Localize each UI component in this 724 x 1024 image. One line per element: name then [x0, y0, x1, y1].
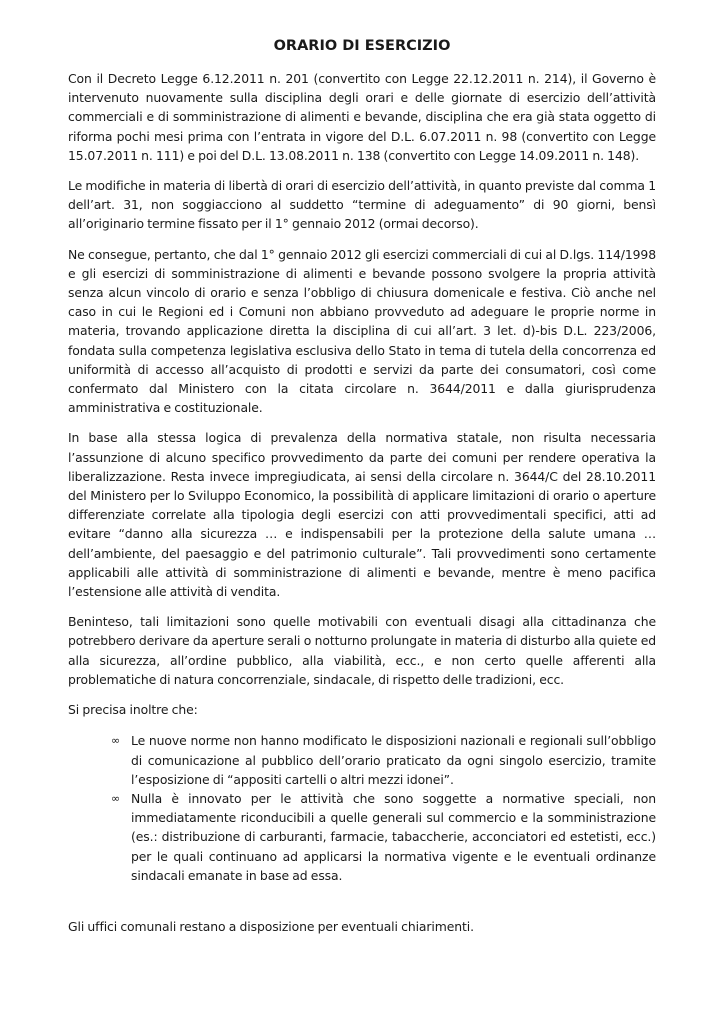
bullet-list	[68, 731, 656, 885]
document-title: ORARIO DI ESERCIZIO	[273, 38, 451, 54]
paragraph-modifiche: Le modifiche in materia di libertà di orari di esercizio dell’attività, in quanto previste dal comma 1 dell’art. 31, non soggiacciono al suddetto “termine di adeguamento” di 90 giorni, bensì all’originario termine fissato per il 1° gennaio 2012 (ormai decorso).	[68, 178, 656, 232]
paragraph-beninteso: Beninteso, tali limitazioni sono quelle motivabili con eventuali disagi alla cittadinanza che potrebbero derivare da aperture serali o notturno prolungate in materia di disturbo alla quiete ed alla sicurezza, all’ordine pubblico, alla viabilità, ecc., e non certo quelle afferenti alla problematiche di natura concorrenziale, sindacale, di rispetto delle tradizioni, ecc.	[68, 614, 656, 687]
list-item	[111, 731, 656, 789]
infinity-bullet-icon: ∞	[111, 734, 121, 748]
paragraph-ne-consegue: Ne consegue, pertanto, che dal 1° gennaio 2012 gli esercizi commerciali di cui al D.lgs. 114/1998 e gli esercizi di somministrazione di alimenti e bevande possono svolgere la propria attività senza alcun vincolo di orario e senza l’obbligo di chiusura domenicale e festiva. Ciò anche nel caso in cui le Regioni ed i Comuni non abbiano provveduto ad adeguare le proprie norme in materia, trovando applicazione diretta la disciplina di cui all’art. 3 let. d)-bis D.L. 223/2006, fondata sulla competenza legislativa esclusiva dello Stato in tema di tutela della concorrenza ed uniformità di accesso all’acquisto di prodotti e servizi da parte dei consumatori, così come confermato dal Ministero con la citata circolare n. 3644/2011 e dalla giurisprudenza amministrativa e costituzionale.	[68, 246, 656, 416]
list-item-text: Le nuove norme non hanno modificato le disposizioni nazionali e regionali sull’obbligo di comunicazione al pubblico dell’orario praticato da ogni singolo esercizio, tramite l’esposizione di “appositi cartelli o altri mezzi idonei”.	[131, 733, 656, 787]
bullet-intro: Si precisa inoltre che:	[68, 702, 198, 718]
paragraph-in-base: In base alla stessa logica di prevalenza della normativa statale, non risulta necessaria l’assunzione di alcuno specifico provvedimento da parte dei comuni per rendere operativa la liberalizzazione. Resta invece impregiudicata, ai sensi della circolare n. 3644/C del 28.10.2011 del Ministero per lo Sviluppo Economico, la possibilità di applicare limitazioni di orario o aperture differenziate correlate alla tipologia degli esercizi con atti provvedimentali specifici, atti ad evitare “danno alla sicurezza … e indispensabili per la protezione della salute umana … dell’ambiente, del paesaggio e del patrimonio culturale”. Tali provvedimenti sono certamente applicabili alle attività di somministrazione di alimenti e bevande, mentre è meno pacifica l’estensione alle attività di vendita.	[68, 430, 656, 600]
infinity-bullet-icon: ∞	[111, 791, 121, 805]
list-item-text: Nulla è innovato per le attività che sono soggette a normative speciali, non immediatamente riconducibili a quelle generali sul commercio e la somministrazione (es.: distribuzione di carburanti, farmacie, tabaccherie, acconciatori ed estetisti, ecc.) per le quali continuano ad applicarsi la normativa vigente e le eventuali ordinanze sindacali emanate in base ad essa.	[131, 790, 656, 883]
paragraph-decreto-legge: Con il Decreto Legge 6.12.2011 n. 201 (convertito con Legge 22.12.2011 n. 214), il Governo è intervenuto nuovamente sulla disciplina degli orari e delle giornate di esercizio dell’attività commerciali e di somministrazione di alimenti e bevande, disciplina che era già stata oggetto di riforma pochi mesi prima con l’entrata in vigore del D.L. 6.07.2011 n. 98 (convertito con Legge 15.07.2011 n. 111) e poi del D.L. 13.08.2011 n. 138 (convertito con Legge 14.09.2011 n. 148).	[68, 71, 656, 163]
document-page	[68, 38, 656, 936]
list-item	[111, 789, 656, 885]
closing-note: Gli uffici comunali restano a disposizione per eventuali chiarimenti.	[68, 918, 474, 934]
